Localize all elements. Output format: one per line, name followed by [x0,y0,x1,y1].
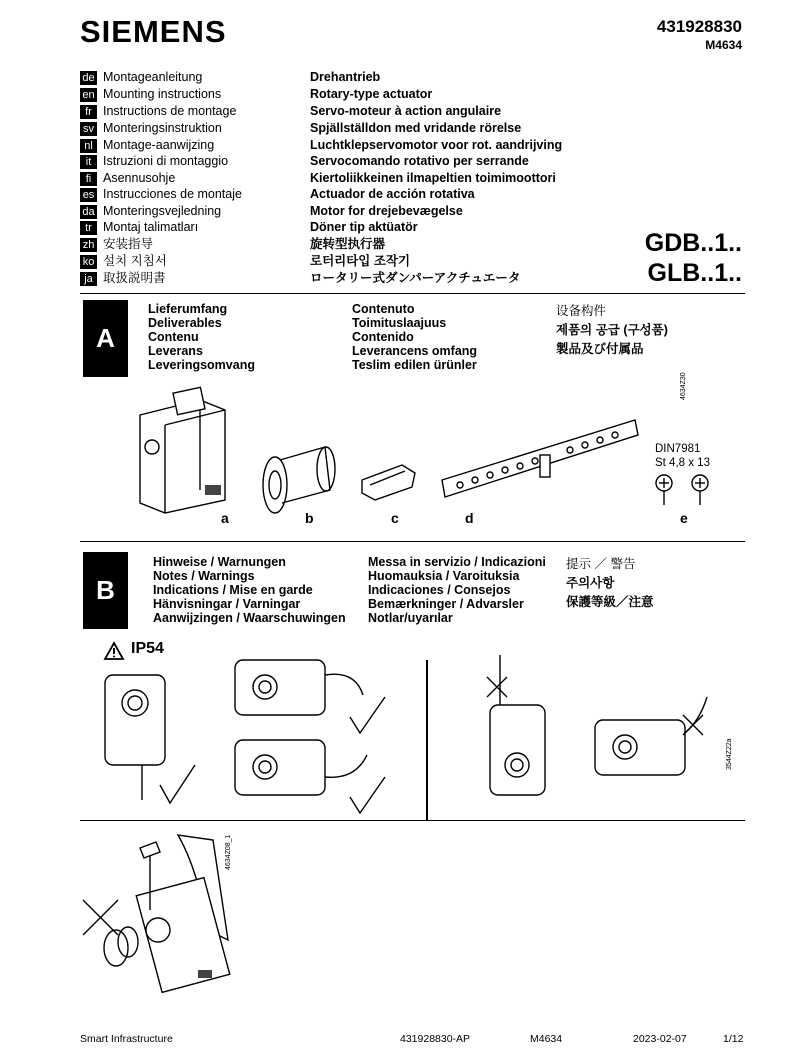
part-label-b: b [305,510,314,526]
language-title: Instrucciones de montaje [103,187,242,201]
heading-line: 设备构件 [556,304,607,318]
heading-line: Lieferumfang [148,302,228,316]
language-title: 取扱説明書 [103,271,166,285]
document-number: 431928830 [656,17,742,36]
language-title: Mounting instructions [103,87,222,101]
screws-drawing [656,475,708,505]
heading-line: 保護等級／注意 [566,595,654,609]
heading-line: Leveringsomvang [148,358,255,372]
language-code: ko [80,255,97,269]
screw-standard: DIN7981 [655,443,701,455]
heading-line: Hänvisningar / Varningar [153,597,301,611]
language-code: zh [80,238,97,252]
language-code: de [80,71,97,85]
heading-line: Indications / Mise en garde [153,583,313,597]
heading-line: Messa in servizio / Indicazioni [368,555,546,569]
siemens-logo: SIEMENS [80,14,227,49]
part-label-a: a [221,510,229,526]
heading-line: Hinweise / Warnungen [153,555,286,569]
screw-spec [655,442,710,470]
language-title: 설치 지침서 [103,254,167,268]
anti-rotation-bar-drawing [442,420,638,497]
heading-line: Contenuto [352,302,415,316]
language-desc: Servocomando rotativo per serrande [310,154,529,168]
language-title: Montageanleitung [103,70,203,84]
heading-line: Toimituslaajuus [352,316,447,330]
section-b-headings-3 [566,555,654,612]
language-row [80,203,463,219]
language-row [80,153,529,169]
language-desc: Actuador de acción rotativa [310,187,475,201]
language-desc: Kiertoliikkeinen ilmapeltien toimimoottori [310,171,556,185]
heading-line: 제품의 공급 (구성품) [556,323,668,337]
language-row [80,186,475,202]
language-desc: Servo-moteur à action angulaire [310,104,502,118]
divider [80,541,745,542]
product-code: GLB..1.. [647,259,742,287]
language-code: sv [80,122,97,136]
orientation-illustration [95,655,745,825]
product-code: GDB..1.. [644,229,742,257]
heading-line: Notlar/uyarılar [368,611,453,625]
language-code: tr [80,221,97,235]
section-b-marker: B [83,552,128,629]
heading-line: Notes / Warnings [153,569,255,583]
screw-size: St 4,8 x 13 [655,457,710,469]
section-a-headings-1 [148,302,255,372]
footer-doc-ref: 431928830-AP [400,1033,471,1045]
language-row [80,170,556,186]
heading-line: Contenido [352,330,414,344]
language-title: 安装指导 [103,237,154,251]
model-number: M4634 [705,38,742,52]
language-title: Monteringsvejledning [103,204,222,218]
figure-code: 4634Z30 [680,372,687,400]
part-label-c: c [391,510,399,526]
divider [80,820,745,821]
section-b-headings-2 [368,555,546,625]
language-row [80,120,522,136]
language-title: Montage-aanwijzing [103,138,215,152]
language-desc: Motor for drejebevægelse [310,204,463,218]
section-a-headings-3 [556,302,668,359]
language-desc: Drehantrieb [310,70,381,84]
language-row [80,253,411,269]
divider [80,293,745,294]
upside-down-not-ok [487,655,545,795]
heading-line: 주의사항 [566,576,615,590]
upright-ok [105,675,195,803]
language-code: en [80,88,97,102]
heading-line: Contenu [148,330,199,344]
language-code: da [80,205,97,219]
language-desc: Döner tip aktüatör [310,220,418,234]
horizontal-ok-1 [235,660,385,733]
section-a-headings-2 [352,302,477,372]
language-code: it [80,155,97,169]
language-title: Monteringsinstruktion [103,121,222,135]
footer-page: 1/12 [723,1033,744,1045]
heading-line: Aanwijzingen / Waarschuwingen [153,611,346,625]
heading-line: Bemærkninger / Advarsler [368,597,524,611]
heading-line: 製品及び付属品 [556,342,644,356]
language-code: fi [80,172,97,186]
heading-line: 提示 ／ 警告 [566,557,636,571]
footer-division: Smart Infrastructure [80,1033,173,1045]
ip-rating: IP54 [131,640,164,657]
language-title: Istruzioni di montaggio [103,154,229,168]
language-desc: 로터리타입 조작기 [310,254,411,268]
language-row [80,219,418,235]
language-row [80,86,433,102]
figure-code: 3544Z22a [726,738,733,770]
language-desc: Rotary-type actuator [310,87,433,101]
mounting-illustration [78,830,248,1020]
language-title: Instructions de montage [103,104,237,118]
language-title: Montaj talimatları [103,220,199,234]
language-desc: ロータリー式ダンパーアクチュエータ [310,271,521,285]
figure-code: 4634Z08_1 [225,834,232,870]
language-row [80,69,381,85]
part-label-e: e [680,510,688,526]
language-row [80,137,563,153]
footer-date: 2023-02-07 [633,1033,687,1045]
language-code: fr [80,105,97,119]
shaft-adapter-drawing [263,447,335,513]
language-code: nl [80,139,97,153]
heading-line: Teslim edilen ürünler [352,358,477,372]
footer-model: M4634 [530,1033,563,1045]
section-b-headings-1 [153,555,346,625]
heading-line: Huomauksia / Varoituksia [368,569,520,583]
heading-line: Deliverables [148,316,222,330]
language-code: es [80,188,97,202]
section-a-marker: A [83,300,128,377]
language-code: ja [80,272,97,286]
language-row [80,103,502,119]
actuator-drawing [140,387,225,513]
horizontal-ok-2 [235,740,385,813]
cable-up-not-ok [595,697,707,775]
heading-line: Leverancens omfang [352,344,478,358]
heading-line: Indicaciones / Consejos [368,583,511,597]
language-desc: Spjällställdon med vridande rörelse [310,121,522,135]
language-desc: Luchtklepservomotor voor rot. aandrijving [310,138,563,152]
part-label-d: d [465,510,474,526]
heading-line: Leverans [148,344,203,358]
language-row [80,270,521,286]
clip-drawing [362,465,415,500]
language-desc: 旋转型执行器 [310,237,386,251]
language-title: Asennusohje [103,171,176,185]
language-row [80,236,386,252]
